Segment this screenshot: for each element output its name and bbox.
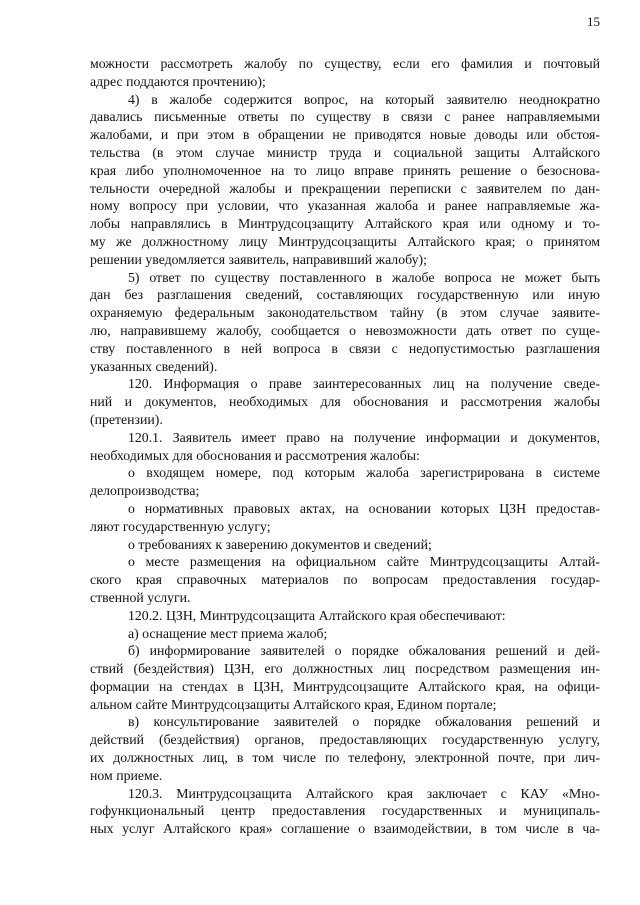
text-line: тельности очередной жалобы и прекращении переписки с заявителем по дан- (90, 180, 600, 196)
text-line: лю, направившему жалобу, сообщается о невозможности дать ответ по суще- (90, 322, 600, 338)
text-line: б) информирование заявителей о порядке обжалования решений и дей- (128, 643, 600, 659)
text-line: ляют государственную услугу; (90, 518, 271, 534)
text-line: 5) ответ по существу поставленного в жалобе вопроса не может быть (128, 269, 600, 285)
text-line: 120. Информация о праве заинтересованных лиц на получение сведе- (128, 376, 600, 392)
text-line: давались письменные ответы по существу в связи с ранее направляемыми (90, 109, 600, 125)
text-line: решении уведомляется заявитель, направивший жалобу); (90, 251, 427, 267)
text-line: необходимых для обоснования и рассмотрения жалобы: (90, 447, 420, 463)
text-line: ных услуг Алтайского края» соглашение о взаимодействии, в том числе в ча- (90, 821, 600, 837)
text-line: адрес поддаются прочтению); (90, 73, 266, 89)
text-line: края либо уполномоченное на то лицо вправе принять решение о безоснова- (90, 162, 600, 178)
text-line: 120.2. ЦЗН, Минтрудсоцзащита Алтайского края обеспечивают: (128, 607, 506, 623)
text-line: жалобами, и при этом в обращении не приводятся новые доводы или обстоя- (90, 127, 600, 143)
text-line: в) консультирование заявителей о порядке обжалования решений и (128, 714, 600, 730)
text-line: ского края справочных материалов по вопросам предоставления государ- (90, 572, 600, 588)
text-line: их должностных лиц, в том числе по телефону, электронной почте, при лич- (90, 750, 600, 766)
text-line: тельства (в этом случае министр труда и социальной защиты Алтайского (90, 144, 600, 160)
text-line: о требованиях к заверению документов и сведений; (128, 536, 432, 552)
text-line: указанных сведений). (90, 358, 218, 374)
text-line: ний и документов, необходимых для обоснования и рассмотрения жалобы (90, 394, 600, 410)
text-line: дан без разглашения сведений, составляющих государственную или иную (90, 287, 600, 303)
text-line: ном приеме. (90, 767, 163, 783)
text-line: му же должностному лицу Минтрудсоцзащиты Алтайского края; о принятом (90, 233, 600, 249)
text-line: ному вопросу при условии, что указанная жалоба и ранее направляемые жа- (90, 198, 600, 214)
text-line: о месте размещения на официальном сайте Минтрудсоцзащиты Алтай- (128, 554, 600, 570)
text-line: действий (бездействия) органов, предоставляющих государственную услугу, (90, 732, 600, 748)
text-line: о нормативных правовых актах, на основании которых ЦЗН предостав- (128, 500, 600, 516)
page-number: 15 (587, 14, 600, 29)
text-line: можности рассмотреть жалобу по существу, если его фамилия и почтовый (90, 56, 600, 71)
text-line: 4) в жалобе содержится вопрос, на который заявителю неоднократно (128, 91, 600, 107)
text-line: делопроизводства; (90, 483, 200, 499)
text-line: формации на стендах в ЦЗН, Минтрудсоцзащите Алтайского края, на офици- (90, 678, 600, 694)
text-line: (претензии). (90, 411, 163, 427)
text-line: 120.3. Минтрудсоцзащита Алтайского края заключает с КАУ «Мно- (128, 785, 600, 801)
text-line: охраняемую федеральным законодательством тайну (в этом случае заявите- (90, 305, 600, 321)
text-line: 120.1. Заявитель имеет право на получение информации и документов, (128, 429, 600, 445)
text-line: альном сайте Минтрудсоцзащиты Алтайского края, Едином портале; (90, 696, 497, 712)
text-line: ственной услуги. (90, 589, 191, 605)
text-line: о входящем номере, под которым жалоба зарегистрирована в системе (128, 465, 600, 481)
text-line: а) оснащение мест приема жалоб; (128, 625, 328, 641)
text-line: гофункциональный центр предоставления государственных и муниципаль- (90, 803, 600, 819)
text-line: ству поставленного в ней вопроса в связи с недопустимостью разглашения (90, 340, 600, 356)
text-line: лобы направлялись в Минтрудсоцзащиту Алтайского края или одному и то- (90, 216, 600, 232)
text-line: ствий (бездействия) ЦЗН, его должностных лиц посредством размещения ин- (90, 661, 600, 677)
body-text (90, 55, 600, 838)
